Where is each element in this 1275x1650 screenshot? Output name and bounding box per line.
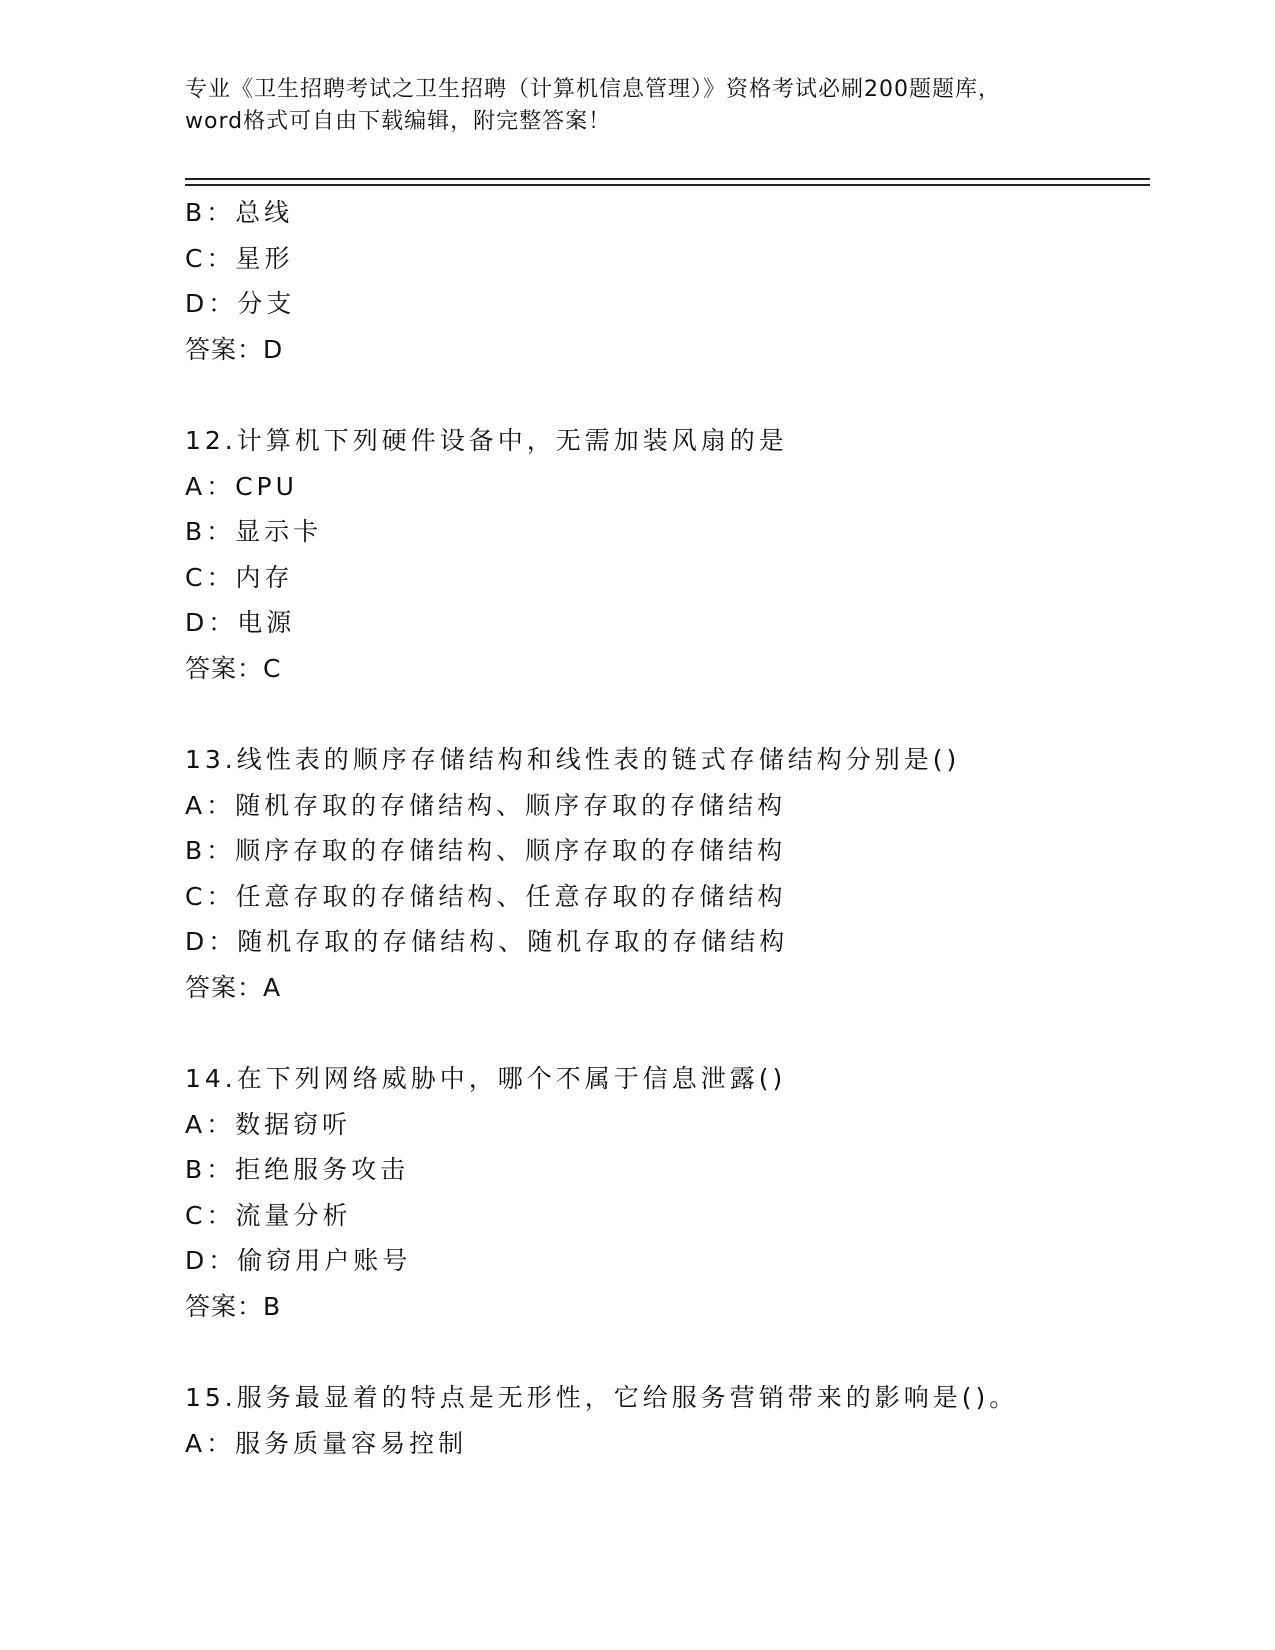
question-list bbox=[185, 190, 1145, 1466]
option-b: B：顺序存取的存储结构、顺序存取的存储结构 bbox=[185, 836, 787, 865]
option-d: D：偷窃用户账号 bbox=[185, 1246, 412, 1275]
header-divider-bottom bbox=[185, 184, 1150, 186]
option-b: B：拒绝服务攻击 bbox=[185, 1155, 410, 1184]
spacer bbox=[185, 1010, 1145, 1056]
option-d: D：电源 bbox=[185, 608, 296, 637]
option-b: B：总线 bbox=[185, 198, 294, 227]
header-title-line-2: word格式可自由下载编辑，附完整答案！ bbox=[185, 109, 612, 134]
question-12 bbox=[185, 418, 1145, 691]
spacer bbox=[185, 372, 1145, 418]
question-text: 13.线性表的顺序存储结构和线性表的链式存储结构分别是() bbox=[185, 745, 961, 774]
option-b: B：显示卡 bbox=[185, 517, 323, 546]
option-c: C：任意存取的存储结构、任意存取的存储结构 bbox=[185, 881, 787, 911]
option-c: C：内存 bbox=[185, 562, 294, 592]
spacer bbox=[185, 1329, 1145, 1375]
question-14 bbox=[185, 1056, 1145, 1329]
answer-line: 答案：D bbox=[185, 334, 284, 364]
answer-line: 答案：C bbox=[185, 653, 282, 683]
option-a: A：数据窃听 bbox=[185, 1109, 352, 1139]
question-text: 12.计算机下列硬件设备中，无需加装风扇的是 bbox=[185, 426, 788, 455]
option-d: D：分支 bbox=[185, 289, 296, 318]
question-text: 15.服务最显着的特点是无形性，它给服务营销带来的影响是()。 bbox=[185, 1383, 1019, 1412]
answer-line: 答案：B bbox=[185, 1291, 282, 1321]
option-c: C：星形 bbox=[185, 243, 294, 273]
question-15 bbox=[185, 1375, 1145, 1466]
option-a: A：服务质量容易控制 bbox=[185, 1428, 468, 1458]
document-header bbox=[185, 74, 1085, 138]
spacer bbox=[185, 691, 1145, 737]
question-13 bbox=[185, 737, 1145, 1010]
question-11 bbox=[185, 190, 1145, 372]
option-a: A：随机存取的存储结构、顺序存取的存储结构 bbox=[185, 790, 787, 820]
option-a: A：CPU bbox=[185, 471, 298, 501]
option-c: C：流量分析 bbox=[185, 1200, 352, 1230]
option-d: D：随机存取的存储结构、随机存取的存储结构 bbox=[185, 927, 789, 956]
header-divider-top bbox=[185, 178, 1150, 180]
question-text: 14.在下列网络威胁中，哪个不属于信息泄露() bbox=[185, 1064, 787, 1093]
answer-line: 答案：A bbox=[185, 972, 282, 1002]
header-title-line-1: 专业《卫生招聘考试之卫生招聘（计算机信息管理）》资格考试必刷200题题库， bbox=[185, 77, 1001, 102]
